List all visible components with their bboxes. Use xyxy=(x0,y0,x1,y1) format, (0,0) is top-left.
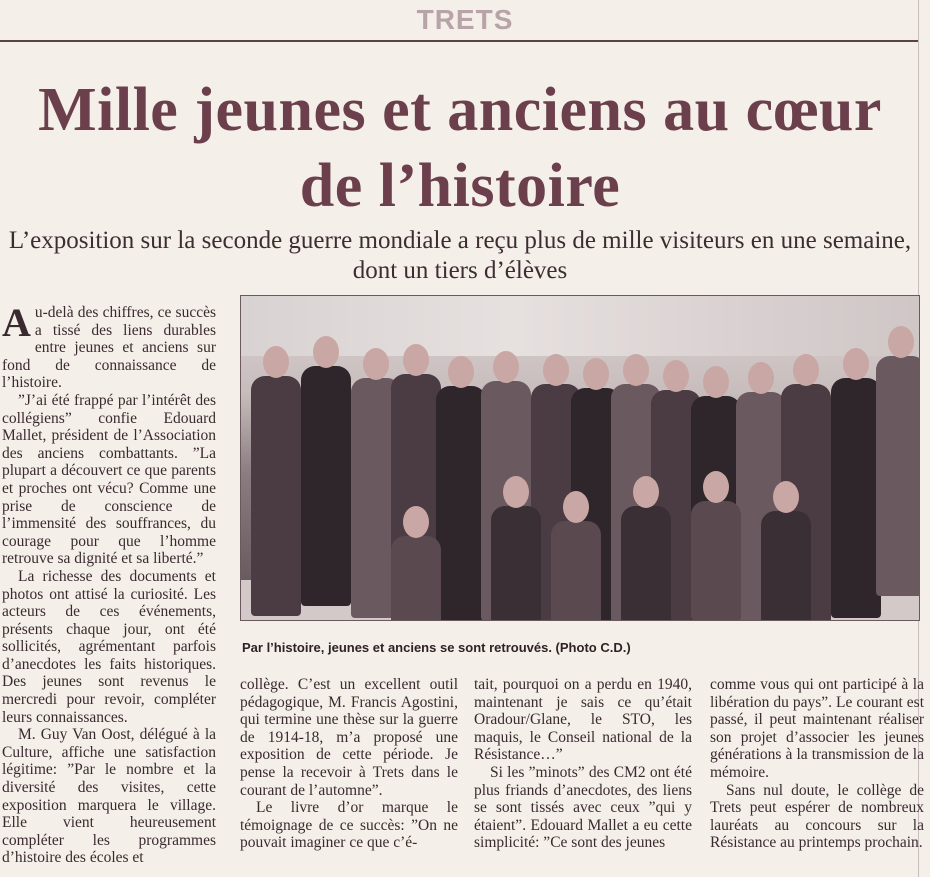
group-photo xyxy=(240,295,920,621)
photo-caption: Par l’histoire, jeunes et anciens se sont retrouvés. (Photo C.D.) xyxy=(242,640,631,655)
headline: Mille jeunes et anciens au cœur de l’histoire xyxy=(38,76,882,220)
paragraph: tait, pourquoi on a perdu en 1940, maintenant je sais ce qu’était Oradour/Glane, le STO, les maquis, le Conseil national de la Résistance…” xyxy=(474,676,692,764)
article-column-2 xyxy=(240,676,458,852)
paragraph: M. Guy Van Oost, délégué à la Culture, affiche une satisfaction légitime: ”Par le nombre et la diversité des visites, cette exposition marquera le village. Elle vient heureusement compléter les programmes d’histoire des écoles et xyxy=(2,726,216,867)
paragraph: Sans nul doute, le collège de Trets peut espérer de nombreux lauréats au concours sur la Résistance au printemps prochain. xyxy=(710,781,924,852)
subtitle: L’exposition sur la seconde guerre mondiale a reçu plus de mille visiteurs en une semaine, dont un tiers d’élèves xyxy=(8,227,912,284)
drop-cap: A xyxy=(2,300,31,345)
article-column-1 xyxy=(2,300,216,867)
section-label: TRETS xyxy=(416,4,514,35)
article-column-3 xyxy=(474,676,692,852)
paragraph: comme vous qui ont participé à la libération du pays”. Le courant est passé, il peut maintenant réaliser son projet d’associer les jeunes générations à la transmission de la mémoire. xyxy=(710,676,924,781)
photo-background-wall xyxy=(241,296,919,356)
top-rule xyxy=(0,40,918,42)
paragraph: Si les ”minots” des CM2 ont été plus friands d’anecdotes, des liens se sont tissés avec ceux ”qui y étaient”. Edouard Mallet a eu cette simplicité: ”Ce sont des jeunes xyxy=(474,763,692,852)
paragraph: La richesse des documents et photos ont attisé la curiosité. Les acteurs de ces événements, présents chaque jour, ont été sollicités, agrémentant parfois d’anecdotes les faits historiques. Des jeunes sont revenus le mercredi pour revoir, compléter leurs connaissances. xyxy=(2,567,216,726)
article-column-4 xyxy=(710,676,924,852)
paragraph: Le livre d’or marque le témoignage de ce succès: ”On ne pouvait imaginer ce que c’é- xyxy=(240,799,458,852)
paragraph: Au-delà des chiffres, ce succès a tissé des liens durables entre jeunes et anciens sur fond de connaissance de l’histoire. xyxy=(2,300,216,392)
paragraph: collège. C’est un excellent outil pédagogique, M. Francis Agostini, qui termine une thèse sur la guerre de 1914-18, m’a proposé une exposition de cette période. Je pense la recevoir à Trets dans le courant de l’automne”. xyxy=(240,676,458,799)
paragraph: ”J’ai été frappé par l’intérêt des collégiens” confie Edouard Mallet, président de l’Association des anciens combattants. ”La plupart a découvert ce que parents et proches ont vécu? Comme une prise de conscience de l’immensité des souffrances, du courage pour que l’homme retrouve sa dignité et sa liberté.” xyxy=(2,391,216,568)
section-header xyxy=(0,0,930,48)
